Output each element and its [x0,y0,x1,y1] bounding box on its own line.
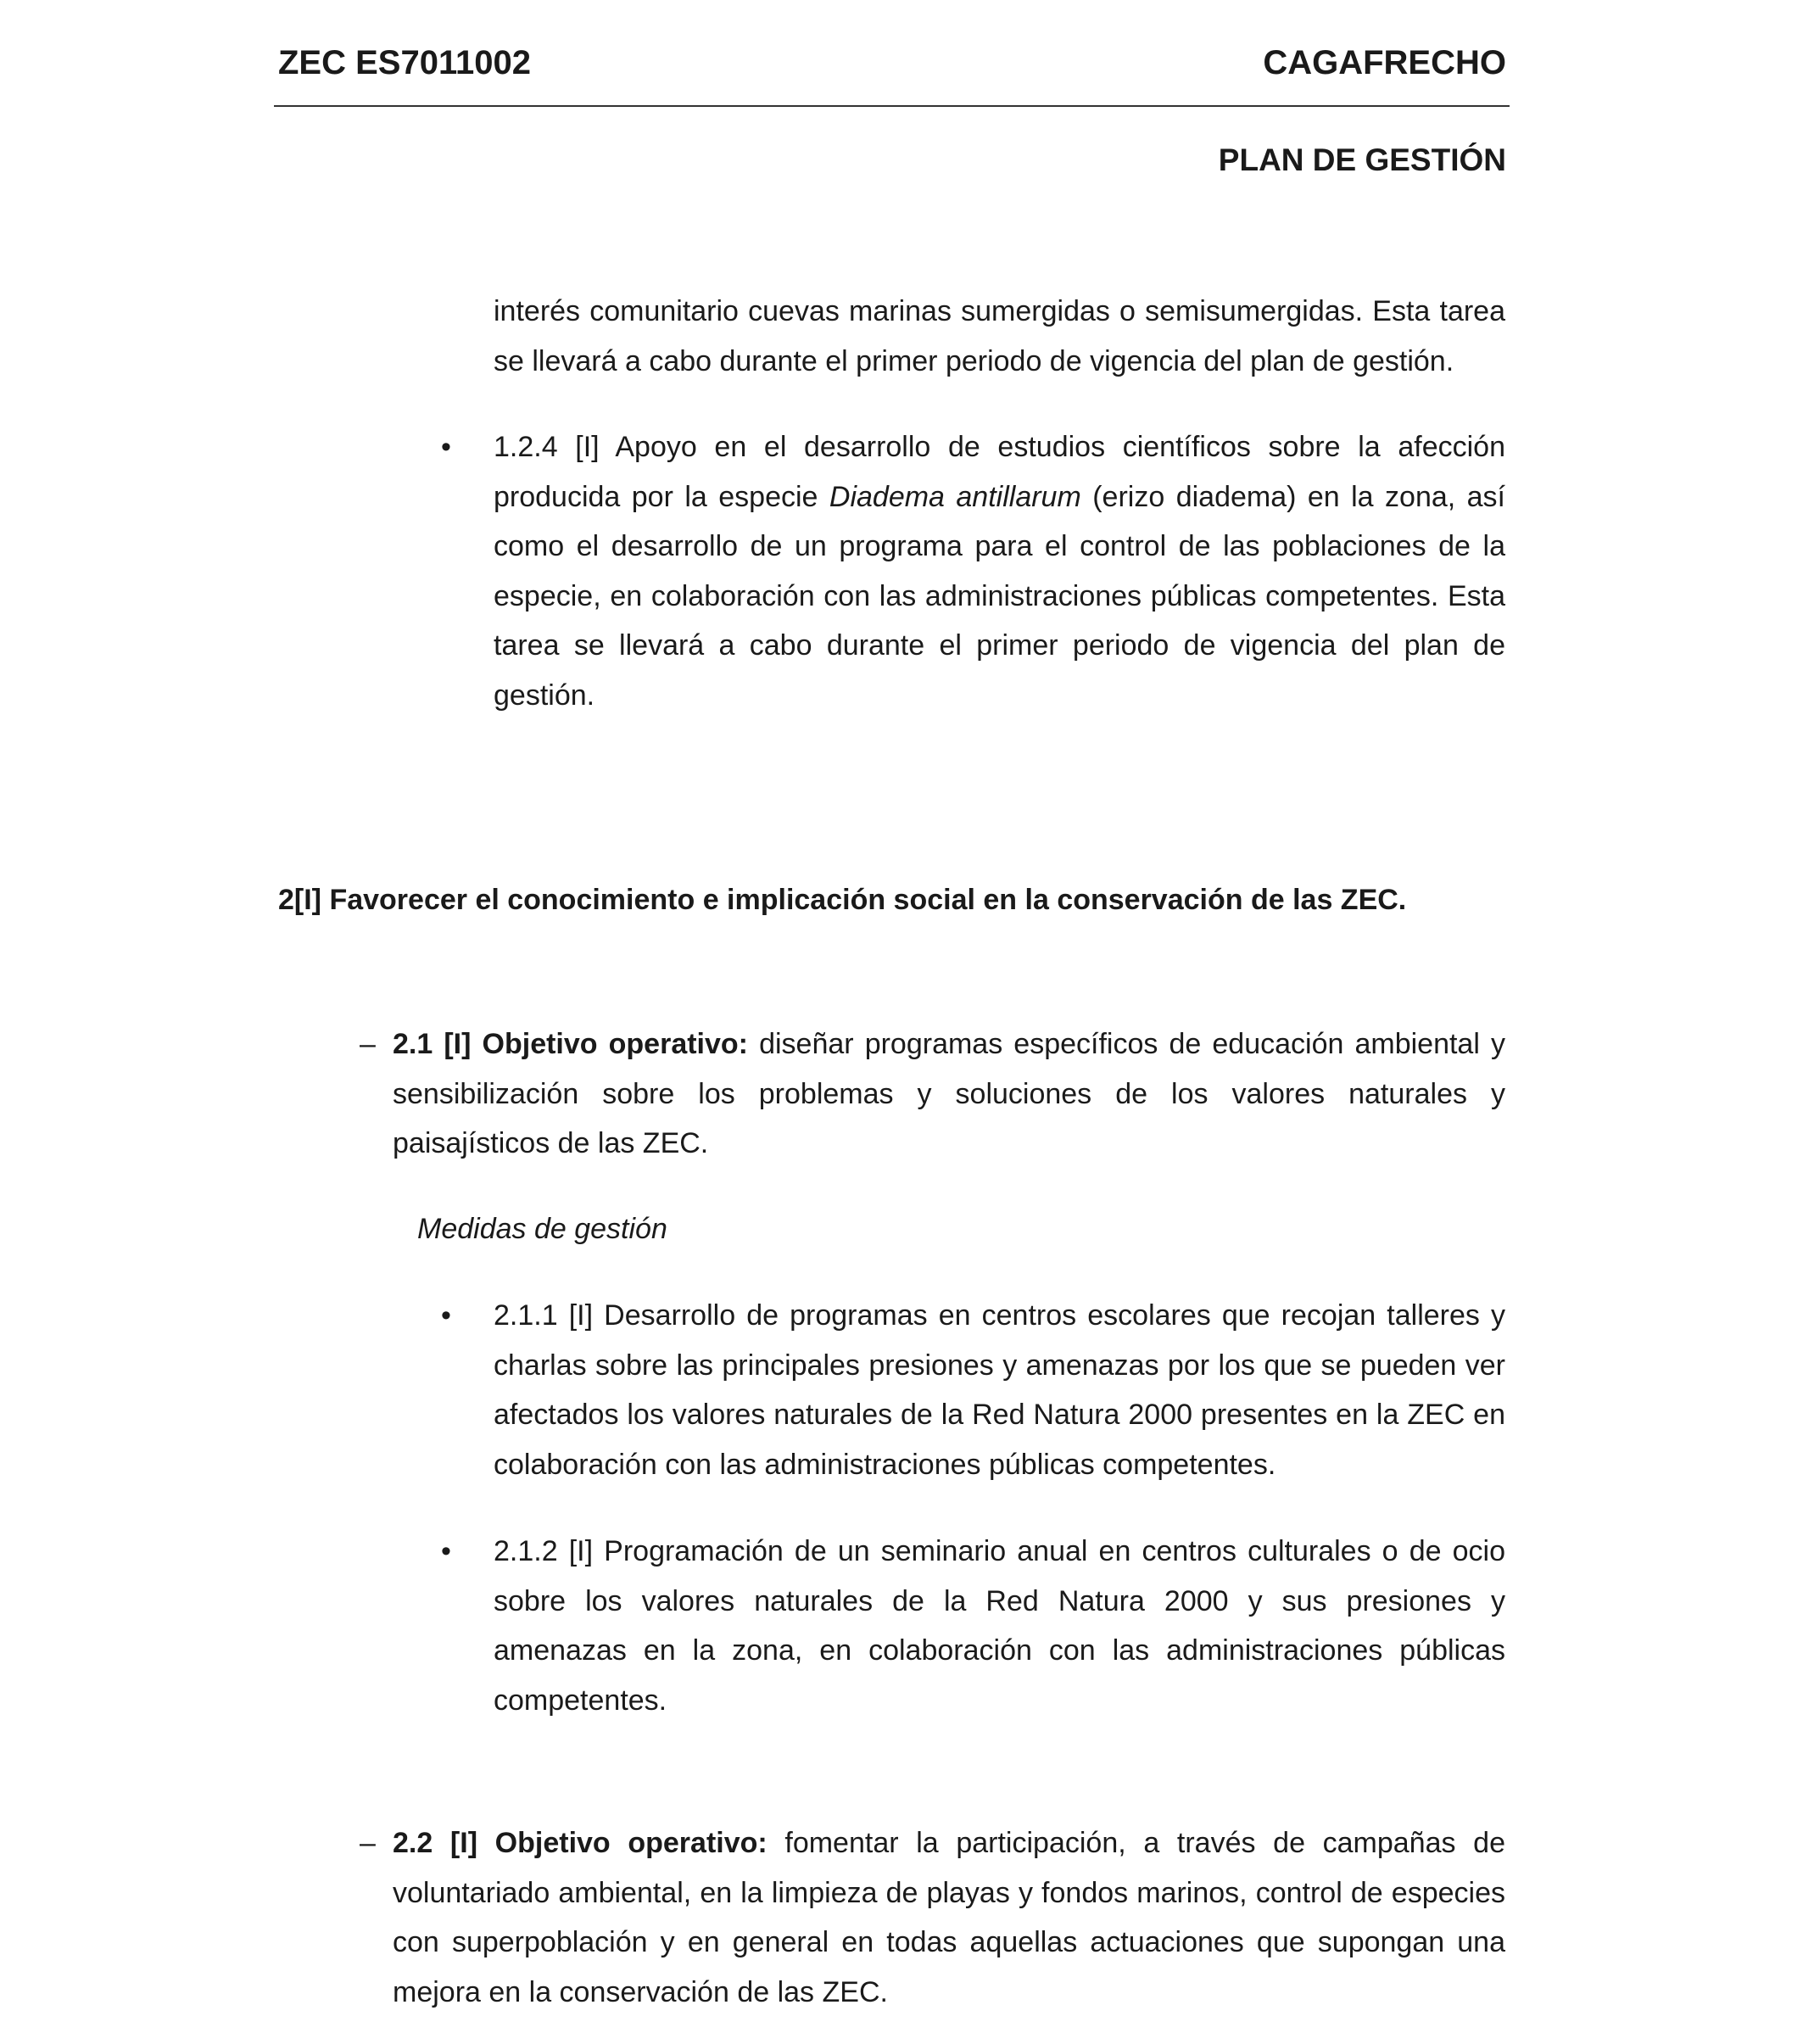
bullet-icon: • [441,1535,451,1567]
continued-paragraph: interés comunitario cuevas marinas sumergidas o semisumergidas. Esta tarea se llevará a cabo durante el primer periodo de vigencia del plan de gestión. [494,295,1505,377]
objective-2-2-label: 2.2 [I] Objetivo operativo: [393,1827,768,1859]
measure-1-2-4-text-a: 1.2.4 [I] Apoyo en el desarrollo de estudios científicos sobre la afección producida por la especie [494,431,1505,513]
objective-2-2 [393,1818,1505,2017]
bullet-icon: • [441,431,451,463]
measures-subheading: Medidas de gestión [417,1213,667,1245]
objective-2-1-label: 2.1 [I] Objetivo operativo: [393,1028,748,1060]
species-name: Diadema antillarum [829,480,1081,513]
dash-marker: – [360,1028,376,1060]
document-title: PLAN DE GESTIÓN [1218,142,1506,177]
section-heading-2: 2[I] Favorecer el conocimiento e implicación social en la conservación de las ZEC. [278,884,1407,916]
dash-marker: – [360,1827,376,1859]
measure-2-1-2: 2.1.2 [I] Programación de un seminario anual en centros culturales o de ocio sobre los valores naturales de la Red Natura 2000 y sus presiones y amenazas en la zona, en colaboración con las administraciones públicas competentes. [494,1535,1505,1717]
objective-2-1 [393,1019,1505,1169]
header-divider [274,105,1510,107]
objective-2-1-text: diseñar programas específicos de educación ambiental y sensibilización sobre los problemas y soluciones de los valores naturales y paisajísticos de las ZEC. [393,1028,1505,1159]
measure-2-1-1: 2.1.1 [I] Desarrollo de programas en centros escolares que recojan talleres y charlas sobre las principales presiones y amenazas por los que se pueden ver afectados los valores naturales de la Red Natura 2000 presentes en la ZEC en colaboración con las administraciones públicas competentes. [494,1299,1505,1481]
objective-2-2-text: fomentar la participación, a través de campañas de voluntariado ambiental, en la limpieza de playas y fondos marinos, control de especies con superpoblación y en general en todas aquellas actuaciones que supongan una mejora en la conservación de las ZEC. [393,1827,1505,2008]
site-name: CAGAFRECHO [1263,44,1506,81]
site-code: ZEC ES7011002 [278,44,531,81]
measure-1-2-4-text-b: (erizo diadema) en la zona, así como el desarrollo de un programa para el control de las poblaciones de la especie, en colaboración con las administraciones públicas competentes. Esta tarea se llevará a cabo durante el primer periodo de vigencia del plan de gestión. [494,480,1506,712]
bullet-icon: • [441,1299,451,1332]
measure-1-2-4 [494,422,1505,720]
